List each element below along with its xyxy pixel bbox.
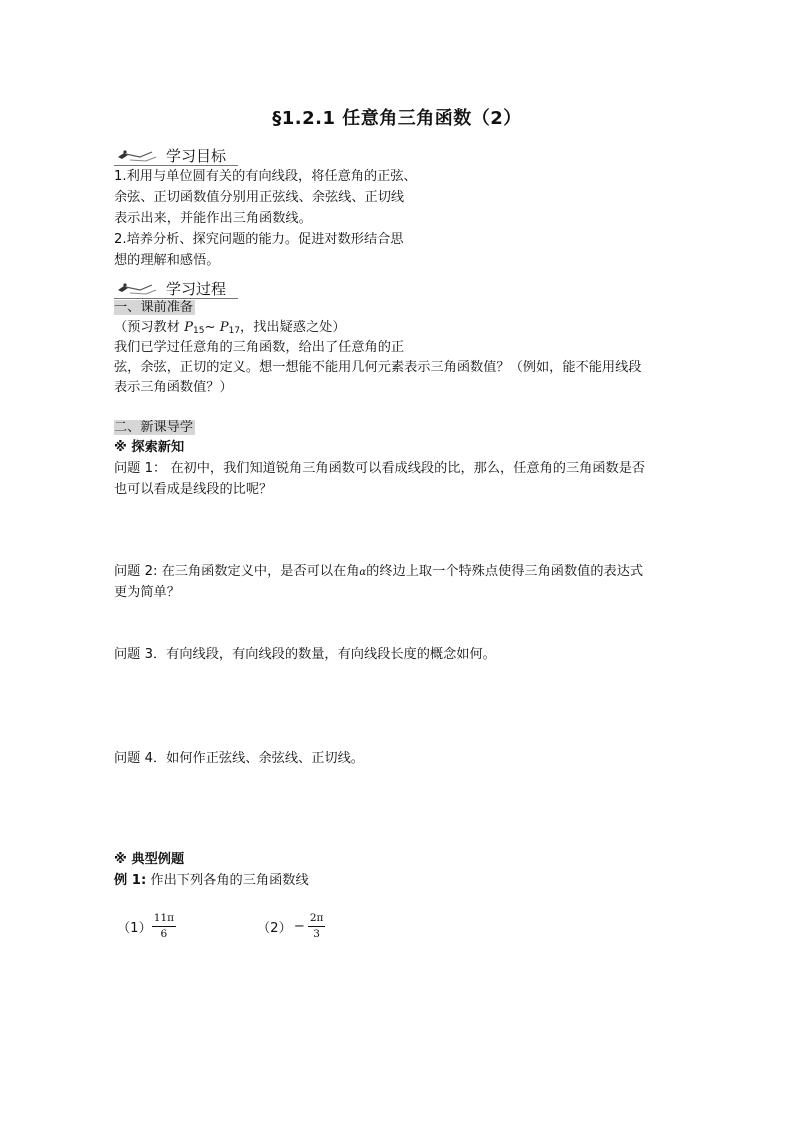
- question-2-cont: 更为简单？: [114, 585, 180, 600]
- example-1: 例 1: 作出下列各角的三角函数线: [114, 873, 309, 888]
- question-2: 问题 2: 在三角函数定义中，是否可以在角α的终边上取一个特殊点使得三角函数值的表达式: [114, 564, 644, 579]
- intro-text: 弦，余弦，正切的定义。想一想能不能用几何元素表示三角函数值？（例如，能不能用线段: [114, 360, 642, 375]
- goal-line: 1.利用与单位圆有关的有向线段，将任意角的正弦、: [114, 169, 417, 184]
- pen-pencil-icon: [116, 281, 160, 297]
- question-3: 问题 3．有向线段，有向线段的数量，有向线段长度的概念如何。: [114, 647, 496, 662]
- intro-text: 我们已学过任意角的三角函数，给出了任意角的正: [114, 340, 405, 355]
- goal-line: 表示出来，并能作出三角函数线。: [114, 211, 312, 226]
- intro-text: 表示三角函数值？）: [114, 380, 233, 395]
- fraction: $\frac{2\pi}{3}$: [309, 911, 324, 940]
- question-1-cont: 也可以看成是线段的比呢？: [114, 482, 273, 497]
- section-heading-goals: [114, 146, 238, 166]
- goal-line: 余弦、正切函数值分别用正弦线、余弦线、正切线: [114, 190, 405, 205]
- section-heading-goals-label: 学习目标: [166, 147, 227, 165]
- goal-line: 2.培养分析、探究问题的能力。促进对数形结合思: [114, 232, 404, 247]
- section-heading-process-label: 学习过程: [166, 280, 227, 298]
- fraction: $\frac{11\pi}{6}$: [153, 911, 175, 940]
- section-heading-underline: [114, 165, 238, 166]
- preview-note: （预习教材 $P_{15}\sim$ $P_{17}$，找出疑惑之处）: [114, 320, 346, 336]
- section-heading-process: [114, 279, 238, 299]
- question-1: 问题 1： 在初中，我们知道锐角三角函数可以看成线段的比，那么，任意角的三角函数是否: [114, 461, 646, 476]
- example-item-2: （2） − $\frac{2\pi}{3}$: [257, 911, 324, 940]
- page-title: §1.2.1 任意角三角函数（2）: [272, 108, 522, 129]
- goal-line: 想的理解和感悟。: [114, 253, 220, 268]
- examples-heading: ※ 典型例题: [114, 852, 185, 867]
- part2-heading: 二、新课导学: [114, 420, 194, 435]
- explore-heading: ※ 探索新知: [114, 440, 185, 455]
- question-4: 问题 4．如何作正弦线、余弦线、正切线。: [114, 751, 364, 766]
- part1-heading: 一、课前准备: [114, 300, 194, 315]
- example-item-1: （1） $\frac{11\pi}{6}$: [117, 911, 175, 940]
- pen-pencil-icon: [116, 148, 160, 164]
